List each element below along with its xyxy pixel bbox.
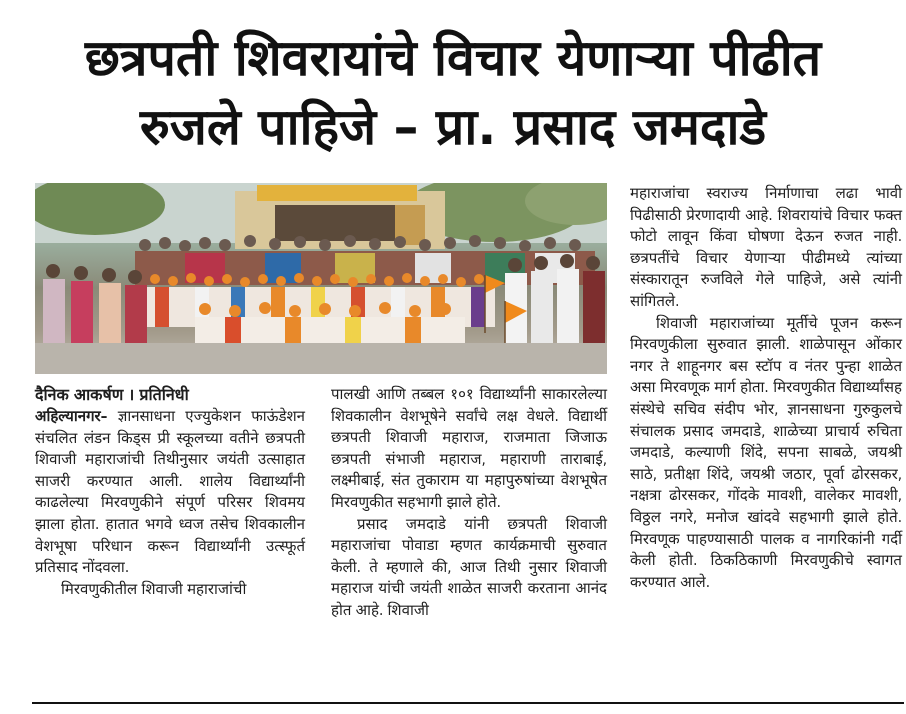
dateline: अहिल्यानगर–	[35, 407, 108, 425]
column-3-paragraph-2: शिवाजी महाराजांच्या मूर्तीचे पूजन करून मिरवणुकीला सुरुवात झाली. शाळेपासून ओंकार नगर ते शाहूनगर बस स्टॉप व नंतर पुन्हा शाळेत असा मिरवणूक मार्ग होता. मिरवणुकीत विद्यार्थ्यांसह संस्थेचे सचिव संदीप भोर, ज्ञानसाधना गुरुकुलचे संचालक प्रसाद जमदाडे, शाळेच्या प्राचार्य रुचिता जमदाडे, कल्याणी शिंदे, सपना साबळे, जयश्री साठे, प्रतीक्षा शिंदे, जयश्री जठार, पूर्वा ढोरसकर, नक्षत्रा ढोरसकर, गोंदके मावशी, वालेकर मावशी, विठ्ठल नगरे, मनोज खांदवे सहभागी झाले होते. मिरवणूक पाहण्यासाठी पालक व नागरिकांनी गर्दी केली होती. ठिकठिकाणी मिरवणुकीचे स्वागत करण्यात आले.	[630, 313, 902, 591]
news-photo	[35, 183, 607, 374]
headline-line-1: छत्रपती शिवरायांचे विचार येणाऱ्या पीढीत	[84, 29, 822, 87]
headline-line-2: रुजले पाहिजे – प्रा. प्रसाद जमदाडे	[139, 98, 767, 156]
article-column-1	[35, 384, 305, 600]
column-1-paragraph-1	[35, 406, 305, 579]
column-1-paragraph-1-text: ज्ञानसाधना एज्युकेशन फाऊंडेशन संचलित लंडन किड्स प्री स्कूलच्या वतीने छत्रपती शिवाजी महाराजांची तिथीनुसार जयंती उत्साहात साजरी करण्यात आली. शालेय विद्यार्थ्यांनी काढलेल्या मिरवणुकीने संपूर्ण परिसर शिवमय झाला होता. हातात भगवे ध्वज तसेच शिवकालीन वेशभूषा परिधान करून विद्यार्थ्यांनी उत्स्फूर्त प्रतिसाद नोंदवला.	[35, 407, 305, 577]
column-3-paragraph-1: महाराजांचा स्वराज्य निर्माणाचा लढा भावी पिढीसाठी प्रेरणादायी आहे. शिवरायांचे विचार फक्त फोटो लावून किंवा घोषणा देऊन रुजत नाही. छत्रपतींचे विचार येणाऱ्या पीढीमध्ये त्यांच्या संस्कारातून रुजविले गेले पाहिजे, असे त्यांनी सांगितले.	[630, 184, 902, 310]
bottom-rule	[32, 702, 904, 704]
column-2-paragraph-2: प्रसाद जमदाडे यांनी छत्रपती शिवाजी महाराजांचा पोवाडा म्हणत कार्यक्रमाची सुरुवात केली. ते म्हणाले की, आज तिथी नुसार शिवाजी महाराज यांची जयंती शाळेत साजरी करताना आनंद होत आहे. शिवाजी	[331, 514, 607, 619]
column-2-paragraph-1: पालखी आणि तब्बल १०१ विद्यार्थ्यांनी साकारलेल्या शिवकालीन वेशभूषेने सर्वांचे लक्ष वेधले. विद्यार्थी छत्रपती शिवाजी महाराज, राजमाता जिजाऊ छत्रपती संभाजी महाराज, महाराणी ताराबाई, लक्ष्मीबाई, संत तुकाराम या महापुरुषांच्या वेशभूषेत मिरवणुकीत सहभागी झाले होते.	[331, 385, 607, 511]
column-1-paragraph-2: मिरवणुकीतील शिवाजी महाराजांची	[61, 579, 247, 598]
byline: दैनिक आकर्षण । प्रतिनिधी	[35, 385, 189, 404]
article-column-3	[630, 183, 902, 593]
article-column-2	[331, 384, 607, 622]
